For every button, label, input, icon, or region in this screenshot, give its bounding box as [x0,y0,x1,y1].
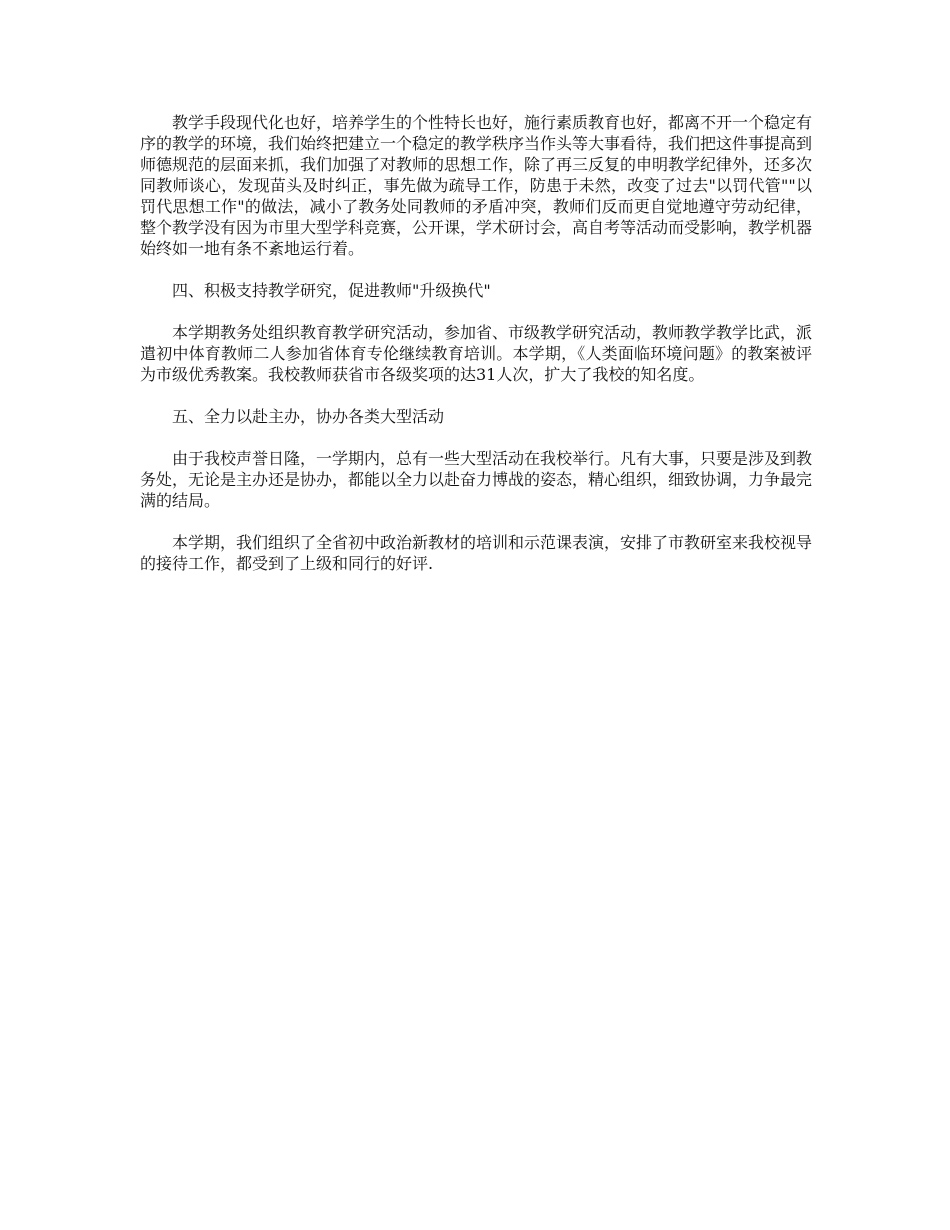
paragraph-teaching-research: 本学期教务处组织教育教学研究活动，参加省、市级教学研究活动，教师教学教学比武，派遣初中体育教师二人参加省体育专伦继续教育培训。本学期，《人类面临环境问题》的教案被评为市级优秀教案。我校教师获省市各级奖项的达31人次，扩大了我校的知名度。 [140,323,813,384]
section-heading-large-events: 五、全力以赴主办，协办各类大型活动 [172,407,445,426]
document-body [140,112,812,595]
paragraph-teaching-order: 教学手段现代化也好，培养学生的个性特长也好，施行素质教育也好，都离不开一个稳定有序的教学的环境，我们始终把建立一个稳定的教学秩序当作头等大事看待，我们把这件事提高到师德规范的层面来抓，我们加强了对教师的思想工作，除了再三反复的申明教学纪律外，还多次同教师谈心，发现苗头及时纠正，事先做为疏导工作，防患于未然，改变了过去"以罚代管""以罚代思想工作"的做法，减小了教务处同教师的矛盾冲突，教师们反而更自觉地遵守劳动纪律，整个教学没有因为市里大型学科竞赛，公开课，学术研讨会，高自考等活动而受影响，教学机器始终如一地有条不紊地运行着。 [140,113,813,258]
paragraph-large-events: 由于我校声誉日隆，一学期内，总有一些大型活动在我校举行。凡有大事，只要是涉及到教务处，无论是主办还是协办，都能以全力以赴奋力博战的姿态，精心组织，细致协调，力争最完满的结局。 [140,449,813,510]
section-heading-teaching-research: 四、积极支持教学研究，促进教师"升级换代" [172,281,491,300]
paragraph-semester-activities: 本学期，我们组织了全省初中政治新教材的培训和示范课表演，安排了市教研室来我校视导的接待工作，都受到了上级和同行的好评. [140,533,813,573]
